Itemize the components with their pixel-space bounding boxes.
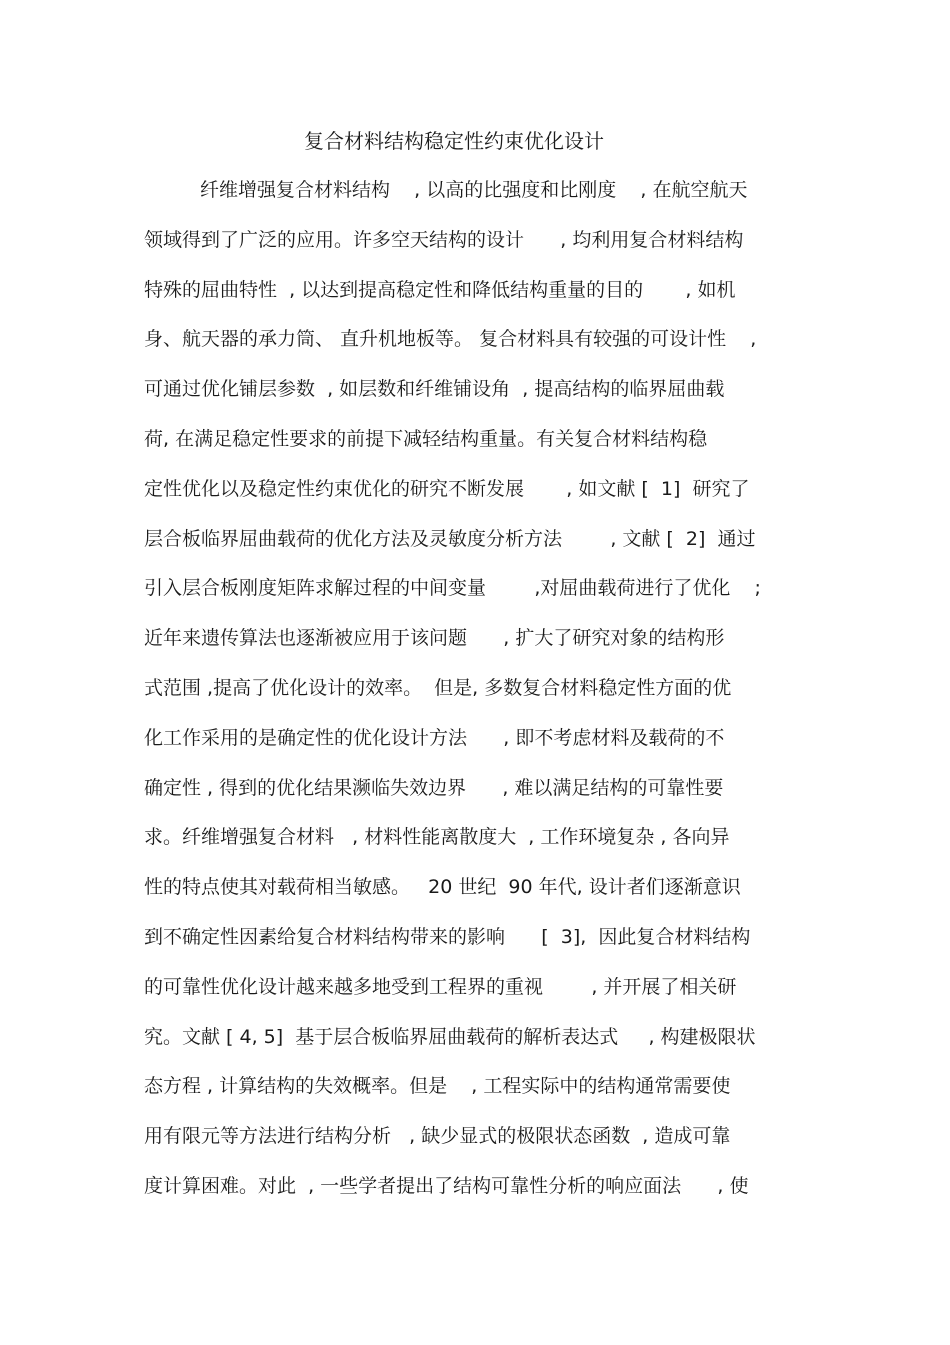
text-line: 度计算困难。对此 , 一些学者提出了结构可靠性分析的响应面法 , 使 [144,1174,749,1197]
text-line: 到不确定性因素给复合材料结构带来的影响 [ 3], 因此复合材料结构 [144,925,751,948]
text-line: 身、航天器的承力筒、 直升机地板等。 复合材料具有较强的可设计性 , [144,328,757,351]
text-line: 荷, 在满足稳定性要求的前提下减轻结构重量。有关复合材料结构稳 [144,427,708,450]
text-line: 层合板临界屈曲载荷的优化方法及灵敏度分析方法 , 文献 [ 2] 通过 [144,527,756,550]
text-line: 定性优化以及稳定性约束优化的研究不断发展 , 如文献 [ 1] 研究了 [144,477,750,500]
body-paragraph [144,175,824,1221]
text-line: 引入层合板刚度矩阵求解过程的中间变量 ,对屈曲载荷进行了优化 ; [144,577,761,600]
text-line: 领域得到了广泛的应用。许多空天结构的设计 , 均利用复合材料结构 [144,228,744,251]
text-line: 式范围 ,提高了优化设计的效率。 但是, 多数复合材料稳定性方面的优 [144,676,732,699]
text-line: 究。文献 [ 4, 5] 基于层合板临界屈曲载荷的解析表达式 , 构建极限状 [144,1025,756,1048]
text-line: 态方程 , 计算结构的失效概率。但是 , 工程实际中的结构通常需要使 [144,1075,731,1098]
text-line: 特殊的屈曲特性 , 以达到提高稳定性和降低结构重量的目的 , 如机 [144,278,736,301]
text-line: 化工作采用的是确定性的优化设计方法 , 即不考虑材料及载荷的不 [144,726,725,749]
text-line: 用有限元等方法进行结构分析 , 缺少显式的极限状态函数 , 造成可靠 [144,1125,731,1148]
text-line: 可通过优化铺层参数 , 如层数和纤维铺设角 , 提高结构的临界屈曲载 [144,378,725,401]
text-line: 确定性 , 得到的优化结果濒临失效边界 , 难以满足结构的可靠性要 [144,776,724,799]
text-line: 性的特点使其对载荷相当敏感。 20 世纪 90 年代, 设计者们逐渐意识 [144,876,741,899]
text-line: 近年来遗传算法也逐渐被应用于该问题 , 扩大了研究对象的结构形 [144,627,725,650]
text-line: 纤维增强复合材料结构 , 以高的比强度和比刚度 , 在航空航天 [200,179,748,201]
text-line: 的可靠性优化设计越来越多地受到工程界的重视 , 并开展了相关研 [144,975,737,998]
document-title: 复合材料结构稳定性约束优化设计 [304,129,604,153]
text-line: 求。纤维增强复合材料 , 材料性能离散度大 , 工作环境复杂 , 各向异 [144,826,730,849]
